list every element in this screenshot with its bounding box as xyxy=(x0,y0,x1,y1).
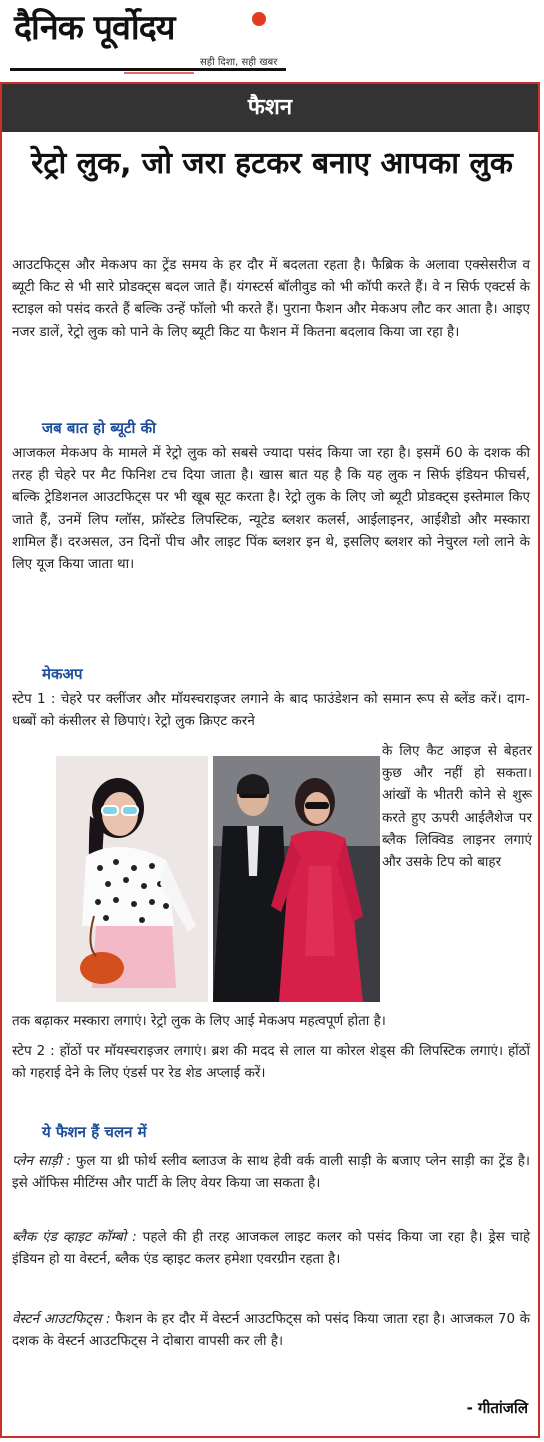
beauty-paragraph: आजकल मेकअप के मामले में रेट्रो लुक को सबसे ज्यादा पसंद किया जा रहा है। इसमें 60 के दशक की तरह ही चेहरे पर मैट फिनिश टच दिया जाता है। खास बात यह है कि यह लुक न सिर्फ इंडियन फीचर्स, बल्कि ट्रेडिशनल आउटफिट्स पर भी खूब सूट करता है। रेट्रो लुक के लिए जो ब्यूटी प्रोडक्ट्स इस्तेमाल किए जाते हैं, उनमें लिप ग्लॉस, फ्रॉस्टेड लिपस्टिक, न्यूटेड ब्लशर कलर्स, आईलाइनर, आईशैडो और मस्कारा शामिल हैं। दरअसल, उन दिनों पीच और लाइट पिंक ब्लशर इन थे, इसलिए ब्लशर को नेचुरल ग्लो लाने के लिए यूज किया जाता था। xyxy=(12,445,530,573)
beauty-subheading: जब बात हो ब्यूटी की xyxy=(42,419,157,437)
fashion-item xyxy=(12,1226,530,1270)
newspaper-logo: दैनिक पूर्वोदय xyxy=(14,8,175,48)
fashion-subheading: ये फैशन हैं चलन में xyxy=(42,1123,147,1141)
masthead-tagline: सही दिशा, सही खबर xyxy=(200,57,278,68)
fashion-item-text: फुल या थ्री फोर्थ स्लीव ब्लाउज के साथ हेवी वर्क वाली साड़ी के बजाए प्लेन साड़ी का ट्रेंड है। इसे ऑफिस मीटिंग्स और पार्टी के लिए वेयर किया जा सकता है। xyxy=(12,1153,530,1192)
model-illustration xyxy=(56,756,208,1002)
couple-red-dress-photo xyxy=(213,756,380,1002)
masthead-rule xyxy=(10,68,286,71)
fashion-item-label: ब्लैक एंड व्हाइट कॉम्बो : xyxy=(12,1229,137,1245)
fashion-item xyxy=(12,1150,530,1194)
fashion-item xyxy=(12,1308,530,1352)
article-headline: रेट्रो लुक, जो जरा हटकर बनाए आपका लुक xyxy=(31,146,513,181)
section-title: फैशन xyxy=(247,95,293,120)
masthead xyxy=(0,0,544,78)
section-bar xyxy=(2,84,538,132)
fashion-item-text: फैशन के हर दौर में वेस्टर्न आउटफिट्स को पसंद किया जाता रहा है। आजकल 70 के दशक के वेस्टर्न आउटफिट्स ने दोबारा वापसी कर ली है। xyxy=(12,1311,530,1350)
masthead-accent-rule xyxy=(124,72,194,74)
makeup-subheading: मेकअप xyxy=(42,665,83,683)
model-polka-dot-photo xyxy=(56,756,208,1002)
step1-paragraph: स्टेप 1 : चेहरे पर क्लींजर और मॉयस्चराइजर लगाने के बाद फाउंडेशन को समान रूप से ब्लेंड करें। दाग-धब्बों को कंसीलर से छिपाएं। रेट्रो लुक क्रिएट करने xyxy=(12,691,530,730)
step1-wrap-paragraph: के लिए कैट आइज से बेहतर कुछ और नहीं हो सकता। आंखों के भीतरी कोने से शुरू करते हुए ऊपरी आईलैशेज पर ब्लैक लिक्विड लाइनर लगाएं और उसके टिप को बाहर xyxy=(382,743,532,871)
couple-illustration xyxy=(213,756,380,1002)
logo-dot-icon xyxy=(252,12,266,26)
intro-paragraph: आउटफिट्स और मेकअप का ट्रेंड समय के हर दौर में बदलता रहता है। फैब्रिक के अलावा एक्सेसरीज व ब्यूटी किट से भी सारे प्रोडक्ट्स बदल जाते हैं। यंगस्टर्स बॉलीवुड को भी कॉपी करते हैं। वे न सिर्फ एक्टर्स के स्टाइल को पसंद करते हैं बल्कि उन्हें फॉलो भी करते हैं। पुराना फैशन और मेकअप लौट कर आता है। आइए नजर डालें, रेट्रो लुक को पाने के लिए ब्यूटी किट या फैशन में कितना बदलाव किया जा रहा है। xyxy=(12,257,530,340)
step2-paragraph: स्टेप 2 : होंठों पर मॉयस्चराइजर लगाएं। ब्रश की मदद से लाल या कोरल शेड्स की लिपस्टिक लगाएं। होंठों को गहराई देने के लिए एंडर्स पर रेड शेड अप्लाई करें। xyxy=(12,1043,530,1082)
fashion-item-label: वेस्टर्न आउटफिट्स : xyxy=(12,1311,111,1327)
author-byline: - गीतांजलि xyxy=(466,1399,528,1417)
step1-end-paragraph: तक बढ़ाकर मस्कारा लगाएं। रेट्रो लुक के लिए आई मेकअप महत्वपूर्ण होता है। xyxy=(12,1013,386,1029)
fashion-item-text: पहले की ही तरह आजकल लाइट कलर को पसंद किया जा रहा है। ड्रेस चाहे इंडियन हो या वेस्टर्न, ब्लैक एंड व्हाइट कलर हमेशा एवरग्रीन रहता है। xyxy=(12,1229,530,1268)
fashion-item-label: प्लेन साड़ी : xyxy=(12,1153,71,1169)
